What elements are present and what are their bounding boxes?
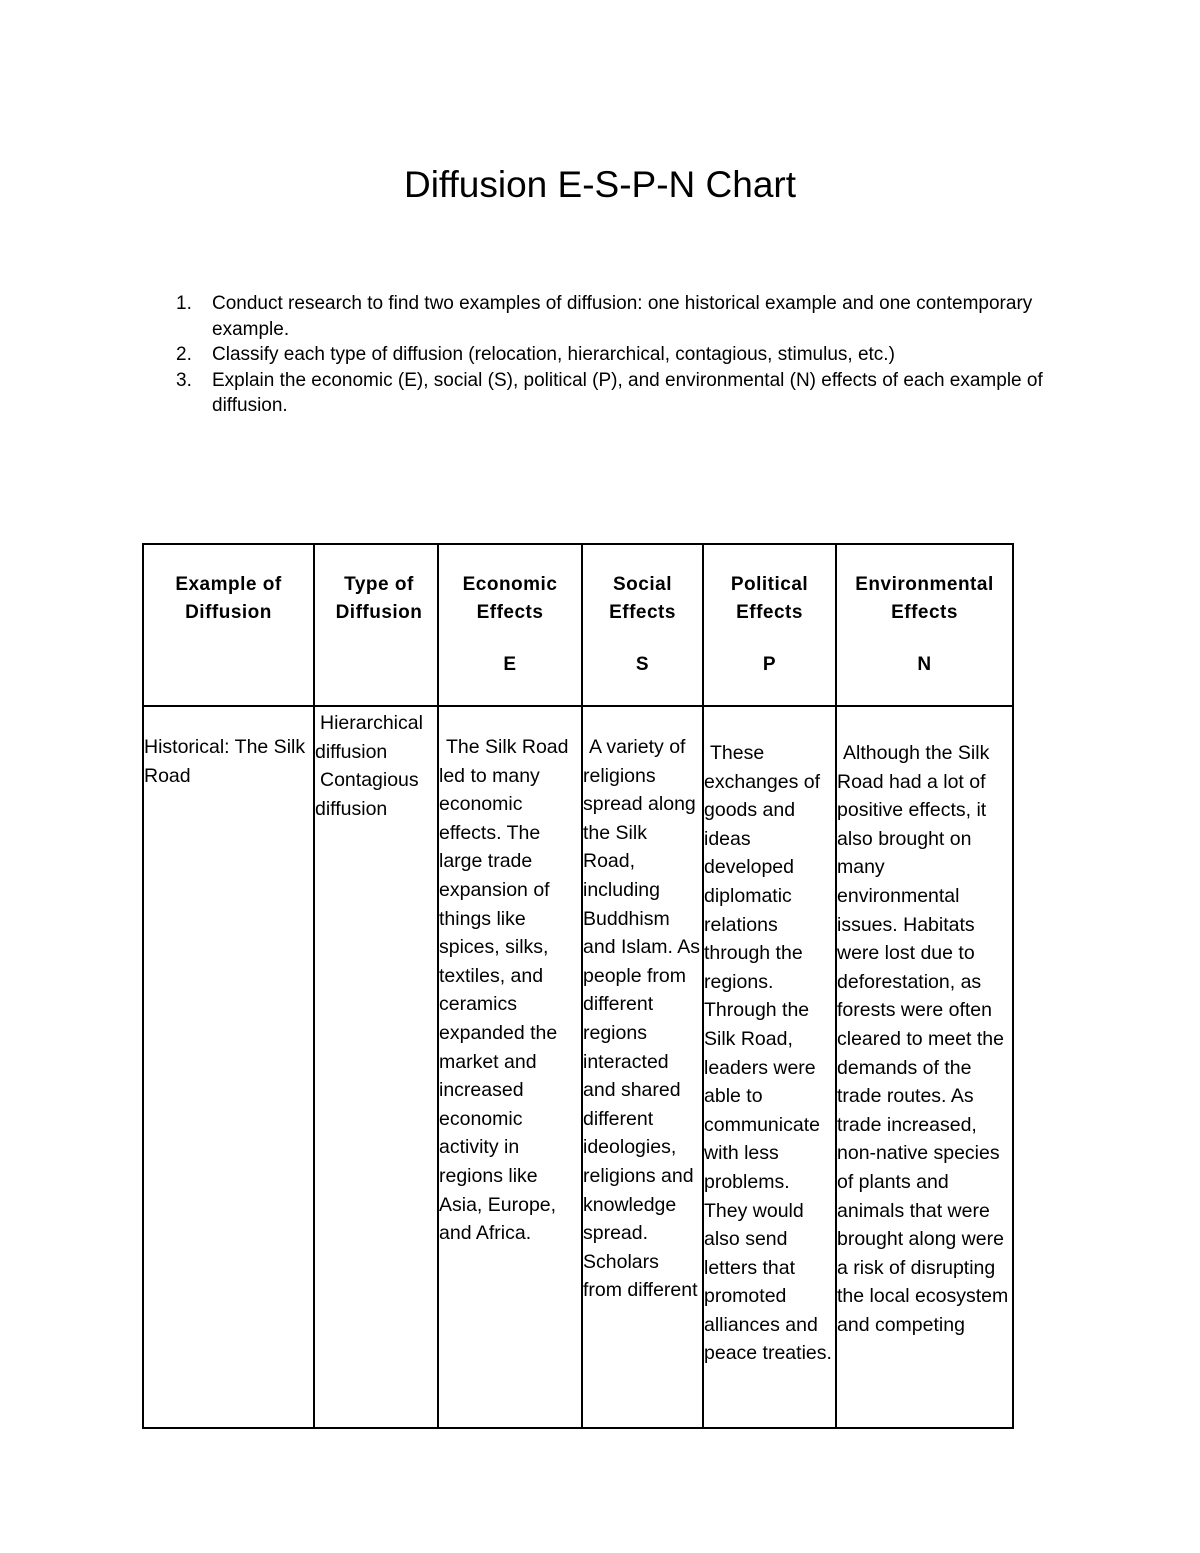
instruction-item bbox=[176, 368, 1056, 419]
cell-example-text: Historical: The Silk Road bbox=[144, 736, 306, 787]
instruction-number: 1. bbox=[176, 293, 192, 314]
cell-environmental bbox=[836, 706, 1013, 1428]
header-economic-effects bbox=[438, 544, 582, 706]
cell-social-text: A variety of religions spread along the Silk Road, including Buddhism and Islam. As people from different regions interacted and shared different ideologies, religions and knowledge spread. Scholars from different bbox=[583, 736, 701, 1302]
cell-type-line1: Hierarchical diffusion bbox=[315, 712, 423, 763]
header-label: Social Effects bbox=[609, 574, 676, 623]
cell-type-line2: Contagious diffusion bbox=[315, 769, 419, 820]
cell-type bbox=[314, 706, 438, 1428]
header-social-effects bbox=[582, 544, 703, 706]
page-title: Diffusion E-S-P-N Chart bbox=[403, 164, 797, 205]
header-type-of-diffusion bbox=[314, 544, 438, 706]
cell-political bbox=[703, 706, 836, 1428]
header-environmental-effects bbox=[836, 544, 1013, 706]
cell-example bbox=[143, 706, 314, 1428]
cell-economic-text: The Silk Road led to many economic effects. The large trade expansion of things like spices, silks, textiles, and ceramics expanded the market and increased economic activity in regions like Asia, Europe, and Africa. bbox=[439, 736, 569, 1245]
header-example-of-diffusion bbox=[143, 544, 314, 706]
header-letter: P bbox=[762, 654, 777, 675]
header-label: Economic Effects bbox=[462, 574, 558, 623]
cell-environmental-text: Although the Silk Road had a lot of positive effects, it also brought on many environmental issues. Habitats were lost due to deforestation, as forests were often cleared to meet the demands of the trade routes. As trade increased, non-native species of plants and animals that were brought along were a risk of disrupting the local ecosystem and competing bbox=[837, 742, 1009, 1336]
instruction-item bbox=[176, 291, 1056, 342]
header-label: Political Effects bbox=[730, 574, 809, 623]
instruction-text: Classify each type of diffusion (relocation, hierarchical, contagious, stimulus, etc.) bbox=[212, 344, 895, 365]
table-row bbox=[143, 706, 1013, 1428]
cell-political-text: These exchanges of goods and ideas developed diplomatic relations through the regions. Through the Silk Road, leaders were able to communicate with less problems. They would also send letters that promoted alliances and peace treaties. bbox=[704, 742, 832, 1365]
header-letter: N bbox=[917, 654, 932, 675]
header-letter: S bbox=[635, 654, 650, 675]
instruction-item bbox=[176, 342, 1056, 368]
header-label: Environmental Effects bbox=[855, 574, 994, 623]
table-header-row bbox=[143, 544, 1013, 706]
instruction-text: Explain the economic (E), social (S), political (P), and environmental (N) effects of each example of diffusion. bbox=[212, 369, 1043, 416]
header-political-effects bbox=[703, 544, 836, 706]
instruction-number: 2. bbox=[176, 344, 192, 365]
header-letter: E bbox=[503, 654, 517, 675]
header-label: Example of Diffusion bbox=[175, 574, 282, 623]
instruction-text: Conduct research to find two examples of diffusion: one historical example and one contemporary example. bbox=[212, 293, 1033, 340]
instruction-number: 3. bbox=[176, 369, 192, 391]
instructions-list bbox=[176, 291, 1056, 419]
header-label: Type of Diffusion bbox=[335, 574, 423, 623]
cell-social bbox=[582, 706, 703, 1428]
cell-economic bbox=[438, 706, 582, 1428]
espn-chart-table bbox=[142, 543, 1014, 1429]
